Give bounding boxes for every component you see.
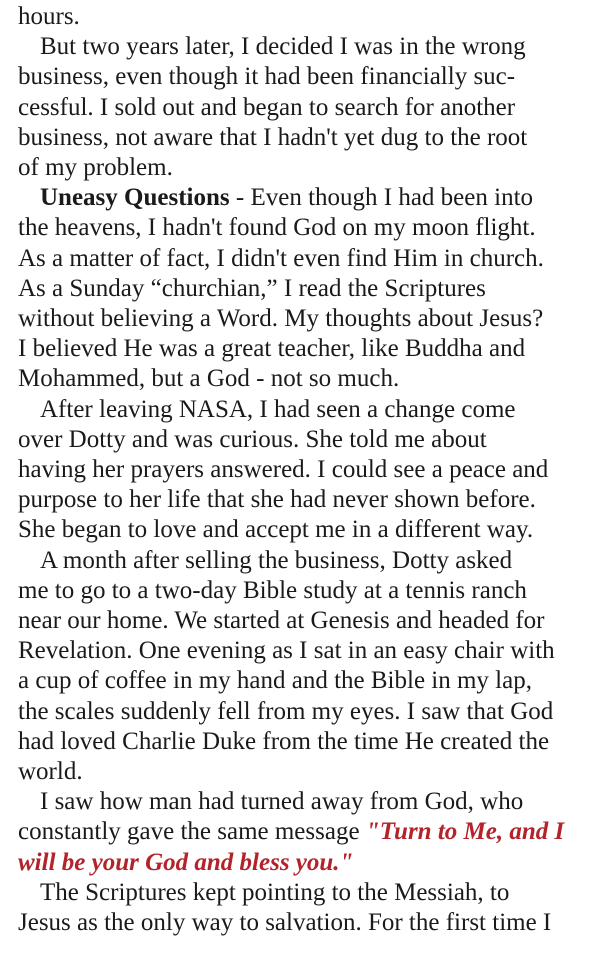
text-line: business, even though it had been financially suc- — [18, 63, 516, 91]
text-line: having her prayers answered. I could see a peace and — [18, 456, 549, 484]
text-line: As a matter of fact, I didn't even find Him in church. — [18, 244, 544, 272]
text-line: world. — [18, 758, 83, 786]
text-line: had loved Charlie Duke from the time He created the — [18, 727, 550, 755]
text-line: Revelation. One evening as I sat in an easy chair with — [18, 637, 555, 665]
text-line: without believing a Word. My thoughts about Jesus? — [18, 305, 544, 333]
text-line: A month after selling the business, Dotty asked — [40, 546, 513, 574]
text-line: over Dotty and was curious. She told me about — [18, 425, 487, 453]
text-line: After leaving NASA, I had seen a change come — [40, 395, 516, 423]
text-line: hours. — [18, 3, 80, 30]
text-line: purpose to her life that she had never shown before. — [18, 486, 536, 514]
text-line: near our home. We started at Genesis and headed for — [18, 607, 545, 635]
text-line: The Scriptures kept pointing to the Messiah, to — [40, 878, 510, 906]
text-line: cessful. I sold out and began to search for another — [18, 93, 516, 121]
text-line: me to go to a two-day Bible study at a tennis ranch — [18, 576, 527, 604]
section-heading: Uneasy Questions — [40, 184, 230, 212]
quote-text: will be your God and bless you." — [18, 848, 354, 876]
text-line: But two years later, I decided I was in the wrong — [40, 33, 526, 61]
text-run: constantly gave the same message — [18, 818, 366, 846]
text-line — [18, 183, 594, 213]
text-line: Jesus as the only way to salvation. For the first time I — [18, 909, 552, 937]
text-line: I saw how man had turned away from God, who — [40, 788, 524, 816]
text-line: She began to love and accept me in a different way. — [18, 516, 534, 544]
text-line: a cup of coffee in my hand and the Bible in my lap, — [18, 667, 532, 695]
text-line: Mohammed, but a God - not so much. — [18, 365, 400, 393]
text-line: I believed He was a great teacher, like Buddha and — [18, 335, 526, 363]
text-line: business, not aware that I hadn't yet dug to the root — [18, 123, 528, 151]
text-line: As a Sunday “churchian,” I read the Scriptures — [18, 274, 486, 302]
quote-text: "Turn to Me, and I — [365, 818, 565, 846]
text-line: the heavens, I hadn't found God on my moon flight. — [18, 214, 536, 242]
document-page — [18, 2, 594, 938]
text-run: - Even though I had been into — [229, 184, 534, 212]
text-line: of my problem. — [18, 154, 173, 182]
text-line — [18, 817, 594, 847]
text-line — [18, 848, 594, 878]
text-line: the scales suddenly fell from my eyes. I saw that God — [18, 697, 554, 725]
